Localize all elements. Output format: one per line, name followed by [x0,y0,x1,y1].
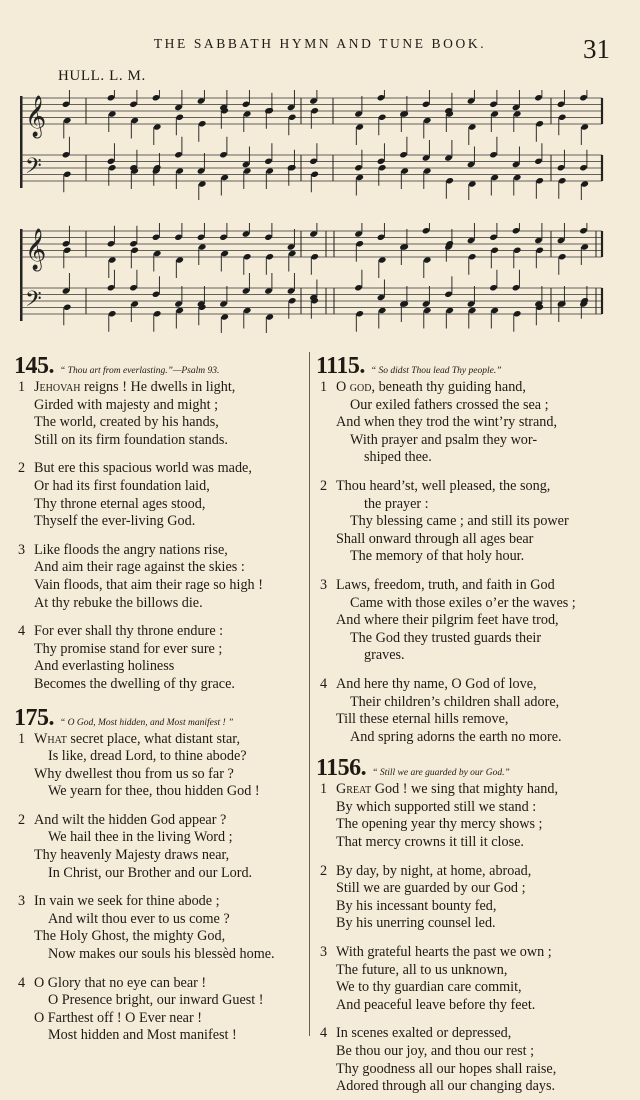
verse-line [316,612,616,630]
stanza [14,379,306,449]
line-text: Like floods the angry nations rise, [34,541,228,558]
line-text: Now makes our souls his blessèd home. [48,946,275,963]
line-text: the prayer : [364,495,429,512]
hymn-145 [14,354,306,694]
line-text: The memory of that holy hour. [350,548,525,565]
hymn-epigraph: “ Still we are guarded by our God.” [372,768,510,779]
line-text: And here thy name, O God of love, [336,675,537,692]
verse-line [14,676,306,694]
line-text: The world, created by his hands, [34,414,219,431]
stanza [316,676,616,746]
line-text: Thy promise stand for ever sure ; [34,640,223,657]
line-text: By his incessant bounty fed, [336,897,497,914]
line-text: Their children’s children shall adore, [350,693,560,710]
verse-line [316,548,616,566]
stanza-number: 1 [18,379,26,395]
line-text: Thy throne eternal ages stood, [34,495,206,512]
treble-clef: 𝄞 [25,229,47,270]
line-text: We hail thee in the living Word ; [48,829,233,846]
verse-line [316,799,616,817]
line-text: O god, beneath thy guiding hand, [336,379,526,395]
line-text: Till these eternal hills remove, [336,711,509,728]
line-text: What secret place, what distant star, [34,730,241,747]
verse-line [14,641,306,659]
stanza-number: 4 [18,974,26,991]
stanza [14,893,306,963]
verse-line [14,975,306,993]
verse-line [316,729,616,747]
line-text: And wilt thou ever to us come ? [48,910,230,927]
line-text: Laws, freedom, truth, and faith in God [336,576,555,593]
stanza [14,542,306,612]
line-text: And aim their rage against the skies : [34,559,245,576]
stanza [14,812,306,882]
line-text: Great God ! we sing that mighty hand, [336,781,559,798]
line-text: In Christ, our Brother and our Lord. [48,864,253,881]
verse-line [316,711,616,729]
line-text: Most hidden and Most manifest ! [48,1027,237,1044]
verse-line [14,397,306,415]
verse-line [316,979,616,997]
hymn-epigraph: “ O God, Most hidden, and Most manifest ! ” [60,717,234,728]
verse-line [14,893,306,911]
line-text: And everlasting holiness [34,658,175,675]
verse-line [14,1027,306,1045]
verse-line [316,694,616,712]
line-text: Thy heavenly Majesty draws near, [34,847,230,864]
hymn-header [14,354,306,380]
line-text: At thy rebuke the billows die. [34,594,203,611]
line-text: Becomes the dwelling of thy grace. [34,675,235,692]
music-system-2 [16,223,604,333]
line-text: Be thou our joy, and thou our rest ; [336,1043,535,1059]
line-text: Shall onward through all ages bear [336,530,534,547]
line-text: O Glory that no eye can bear ! [34,974,207,991]
verse-line [14,496,306,514]
line-text: Vain floods, that aim their rage so high ! [34,576,263,593]
verse-line [316,834,616,852]
line-text: In scenes exalted or depressed, [336,1025,512,1042]
hymn-number: 1115. [316,353,365,379]
line-text: Still we are guarded by our God ; [336,880,526,897]
verse-line [316,397,616,415]
verse-line [316,1078,616,1096]
line-text: We to thy guardian care commit, [336,979,522,996]
stanza-number: 2 [320,477,328,494]
verse-line [14,766,306,784]
stanza [14,731,306,801]
verse-line [316,478,616,496]
line-text: With grateful hearts the past we own ; [336,944,552,961]
line-text: Jehovah reigns ! He dwells in light, [34,379,236,395]
verse-line [316,513,616,531]
verse-line [316,880,616,898]
verse-line [316,944,616,962]
hymn-1156 [316,756,616,1096]
stanza-number: 3 [320,576,328,593]
verse-line [14,1010,306,1028]
stanza [316,379,616,467]
verse-line [14,946,306,964]
verse-line [316,1025,616,1043]
verse-line [14,577,306,595]
verse-line [14,379,306,397]
bass-clef: 𝄢 [25,287,42,317]
line-text: The future, all to us unknown, [336,961,508,978]
line-text: We yearn for thee, thou hidden God ! [48,783,260,800]
verse-line [14,911,306,929]
verse-line [14,731,306,749]
line-text: Or had its first foundation laid, [34,477,210,494]
stanza [14,975,306,1045]
hymn-number: 175. [14,704,54,731]
line-text: By day, by night, at home, abroad, [336,862,532,879]
verse-line [14,559,306,577]
verse-line [316,997,616,1015]
verse-line [316,630,616,648]
line-text: The Holy Ghost, the mighty God, [34,928,226,945]
hymn-epigraph: “ Thou art from everlasting.”—Psalm 93. [60,366,220,376]
verse-line [14,595,306,613]
treble-clef: 𝄞 [25,96,47,137]
verse-line [316,595,616,613]
stanza-number: 2 [18,811,26,828]
line-text: O Farthest off ! O Ever near ! [34,1009,202,1026]
tune-heading: HULL. L. M. [58,68,146,84]
stanza-number: 1 [320,781,328,798]
verse-line [316,816,616,834]
hymn-number: 145. [14,353,54,379]
stanza-number: 1 [320,379,328,395]
verse-line [14,460,306,478]
verse-line [14,414,306,432]
line-text: And spring adorns the earth no more. [350,728,562,745]
verse-line [316,1061,616,1079]
line-text: Came with those exiles o’er the waves ; [350,594,576,611]
stanza-number: 4 [18,623,26,640]
line-text: Why dwellest thou from us so far ? [34,765,234,782]
page-title: THE SABBATH HYMN AND TUNE BOOK. [153,36,487,51]
verse-line [316,1043,616,1061]
verse-line [14,783,306,801]
hymn-175 [14,706,306,1046]
line-text: Adored through all our changing days. [336,1078,556,1095]
verse-line [316,781,616,799]
verse-line [316,432,616,450]
stanza-number: 4 [320,1025,328,1042]
hymn-1115 [316,354,616,746]
line-text: graves. [364,647,405,664]
verse-line [14,432,306,450]
hymn-header [316,354,616,380]
verse-line [316,577,616,595]
line-text: That mercy crowns it till it close. [336,834,524,851]
stanza [316,781,616,851]
line-text: Thy goodness all our hopes shall raise, [336,1060,557,1077]
verse-line [316,531,616,549]
line-text: Thou heard’st, well pleased, the song, [336,477,551,494]
stanza [14,460,306,530]
verse-line [316,496,616,514]
line-text: And peaceful leave before thy feet. [336,996,536,1013]
line-text: Our exiled fathers crossed the sea ; [350,396,549,413]
stanza [316,863,616,933]
line-text: But ere this spacious world was made, [34,460,252,477]
verse-line [316,414,616,432]
verse-line [14,865,306,883]
stanza-number: 3 [18,893,26,910]
verse-line [316,898,616,916]
line-text: By his unerring counsel led. [336,915,496,932]
verse-line [14,542,306,560]
stanza [316,944,616,1014]
line-text: And when they trod the wint’ry strand, [336,414,558,431]
verse-line [14,992,306,1010]
hymn-header [14,706,306,732]
verse-line [14,513,306,531]
stanza [316,1025,616,1095]
stanza-number: 3 [320,944,328,961]
verse-line [14,748,306,766]
stanza-number: 2 [320,862,328,879]
verse-line [316,449,616,467]
line-text: The God they trusted guards their [350,629,542,646]
page-number: 31 [583,34,610,64]
verse-line [14,847,306,865]
line-text: By which supported still we stand : [336,798,537,815]
verse-line [316,647,616,665]
hymn-epigraph: “ So didst Thou lead Thy people.” [370,366,502,376]
line-text: In vain we seek for thine abode ; [34,893,220,910]
verse-line [14,623,306,641]
verse-line [14,658,306,676]
line-text: And where their pilgrim feet have trod, [336,612,559,629]
line-text: Still on its firm foundation stands. [34,431,228,448]
stanza-number: 2 [18,460,26,477]
stanza [316,478,616,566]
line-text: Thy blessing came ; and still its power [350,513,569,530]
line-text: shiped thee. [364,449,432,466]
stanza [14,623,306,693]
stanza [316,577,616,665]
stanza-number: 4 [320,675,328,692]
verse-line [316,915,616,933]
line-text: The opening year thy mercy shows ; [336,816,543,833]
stanza-number: 3 [18,541,26,558]
verse-line [316,379,616,397]
column-divider [309,352,310,1036]
left-column [14,354,306,1049]
hymn-number: 1156. [316,755,367,782]
verse-line [316,676,616,694]
verse-line [14,829,306,847]
line-text: Girded with majesty and might ; [34,396,219,413]
verse-line [14,812,306,830]
line-text: Thyself the ever-living God. [34,513,196,530]
verse-line [316,863,616,881]
stanza-number: 1 [18,730,26,747]
music-system-1 [16,90,604,200]
line-text: Is like, dread Lord, to thine abode? [48,748,247,765]
verse-line [14,928,306,946]
hymn-header [316,756,616,782]
line-text: And wilt the hidden God appear ? [34,811,227,828]
line-text: With prayer and psalm they wor- [350,431,538,448]
right-column [316,354,616,1100]
line-text: For ever shall thy throne endure : [34,623,224,640]
verse-line [316,962,616,980]
bass-clef: 𝄢 [25,154,42,184]
line-text: O Presence bright, our inward Guest ! [48,992,264,1009]
verse-line [14,478,306,496]
